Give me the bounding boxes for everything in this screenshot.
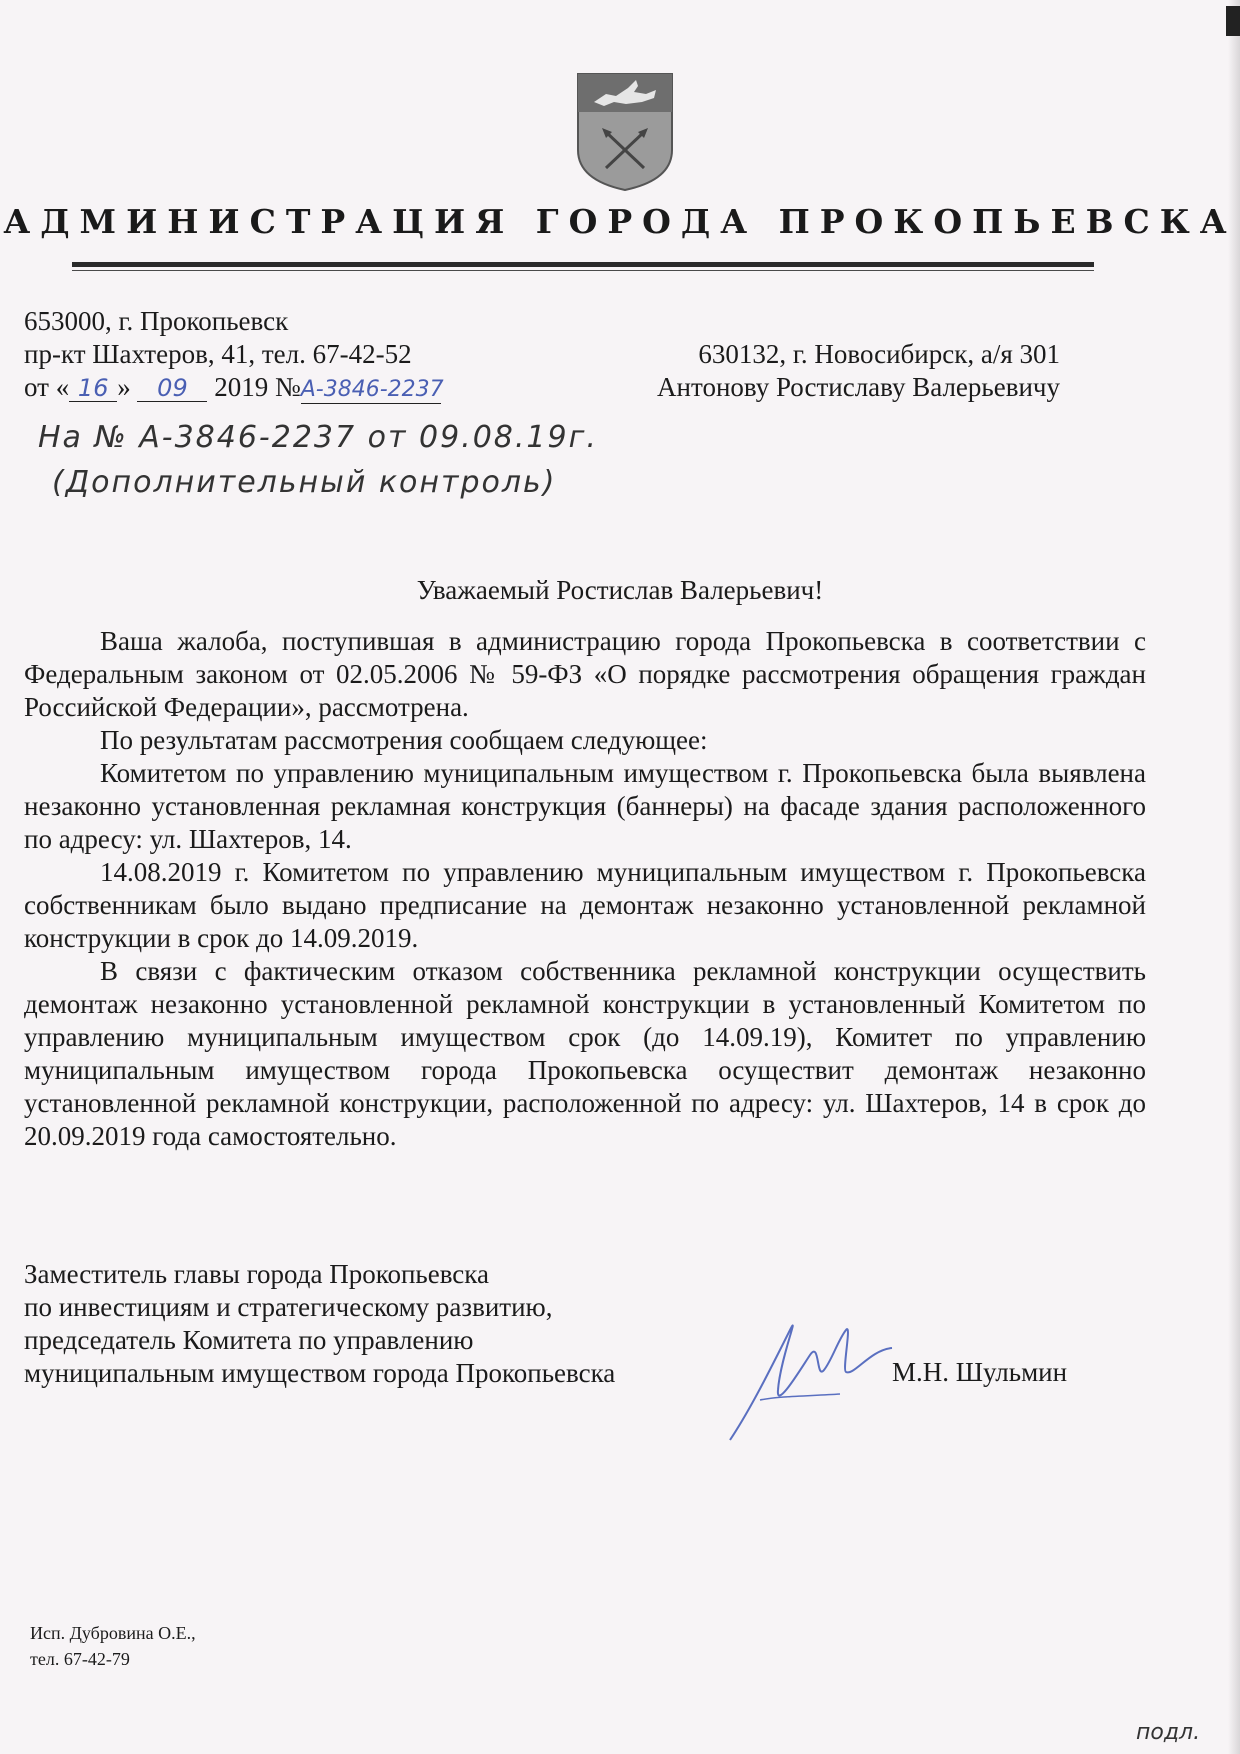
corner-handwritten-note: подл. (1136, 1720, 1201, 1745)
scan-edge (1228, 0, 1240, 1754)
signature-block (24, 1258, 615, 1390)
sender-block (24, 305, 444, 404)
organization-title: АДМИНИСТРАЦИЯ ГОРОДА ПРОКОПЬЕВСКА (3, 202, 1237, 241)
letter-body (24, 625, 1146, 1153)
header-rule-thin (72, 270, 1094, 271)
body-paragraph: Ваша жалоба, поступившая в администрацию города Прокопьевска в соответствии с Федеральным законом от 02.05.2006 № 59-ФЗ «О порядке рассмотрения обращения граждан Российской Федерации», рассмотрена. (24, 626, 1146, 722)
executor-phone: тел. 67-42-79 (30, 1649, 130, 1669)
recipient-address: 630132, г. Новосибирск, а/я 301 (698, 339, 1060, 369)
body-paragraph: 14.08.2019 г. Комитетом по управлению муниципальным имуществом г. Прокопьевска собственникам было выдано предписание на демонтаж незаконно установленной рекламной конструкции в срок до 14.09.2019. (24, 857, 1146, 953)
signer-name: М.Н. Шульмин (892, 1357, 1068, 1387)
date-month: 09 (137, 375, 207, 402)
signer-position-line: Заместитель главы города Прокопьевска (24, 1259, 489, 1289)
body-paragraph: В связи с фактическим отказом собственника рекламной конструкции осуществить демонтаж незаконно установленной рекламной конструкции в установленный Комитетом по управлению муниципальным имуществом срок (до 14.09.19), Комитет по управлению муниципальным имуществом города Прокопьевска осуществит демонтаж незаконно установленной рекламной конструкции, расположенной по адресу: ул. Шахтеров, 14 в срок до 20.09.2019 года самостоятельно. (24, 956, 1146, 1151)
handwritten-reference: На № А-3846-2237 от 09.08.19г. (38, 420, 598, 455)
executor-name: Исп. Дубровина О.Е., (30, 1623, 196, 1643)
sender-address: 653000, г. Прокопьевск (24, 306, 289, 336)
scan-mark (1226, 6, 1240, 36)
outgoing-number: А-3846-2237 (300, 377, 444, 402)
date-day: 16 (69, 375, 117, 402)
signer-position-line: по инвестициям и стратегическому развитию, (24, 1292, 553, 1322)
recipient-name: Антонову Ростиславу Валерьевичу (657, 372, 1060, 402)
header-rule-thick (72, 262, 1094, 267)
signer-position-line: муниципальным имуществом города Прокопьевска (24, 1358, 616, 1388)
body-paragraph: Комитетом по управлению муниципальным имуществом г. Прокопьевска была выявлена незаконно установленная рекламная конструкция (баннеры) на фасаде здания расположенного по адресу: ул. Шахтеров, 14. (24, 758, 1146, 854)
handwritten-signature-icon (720, 1300, 900, 1450)
body-paragraph: По результатам рассмотрения сообщаем следующее: (100, 725, 708, 755)
sender-street-phone: пр-кт Шахтеров, 41, тел. 67-42-52 (24, 339, 412, 369)
handwritten-control-note: (Дополнительный контроль) (52, 465, 557, 500)
city-coat-of-arms-icon (576, 72, 674, 192)
signer-position-line: председатель Комитета по управлению (24, 1325, 474, 1355)
executor-block (30, 1620, 196, 1672)
salutation: Уважаемый Ростислав Валерьевич! (416, 575, 824, 605)
letter-date-number: от « 16 » 09 2019 №А-3846-2237 (24, 372, 444, 402)
recipient-block (620, 338, 1060, 404)
